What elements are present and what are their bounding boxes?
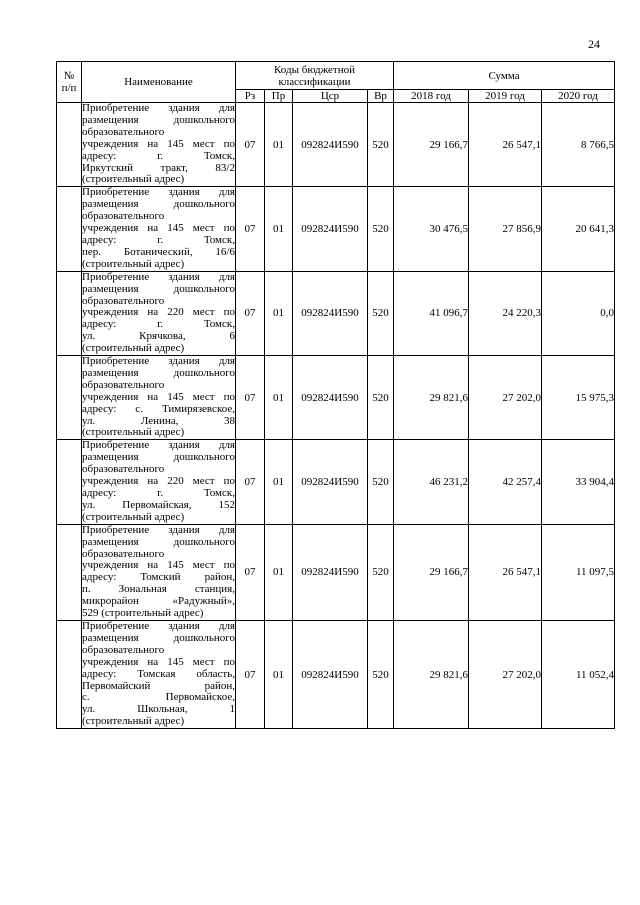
row-name-cell (82, 356, 236, 440)
name-line: Приобретение здания для (82, 270, 235, 283)
name-line: образовательного (82, 125, 165, 138)
table-row (57, 356, 615, 440)
row-pr-cell: 01 (265, 103, 293, 187)
row-rz-cell: 07 (236, 524, 265, 620)
row-2018-cell: 29 821,6 (394, 620, 469, 728)
name-line: адресу: Томская область, (82, 667, 235, 680)
row-pr-cell: 01 (265, 271, 293, 355)
row-2018-cell: 29 166,7 (394, 103, 469, 187)
row-2018-cell: 29 166,7 (394, 524, 469, 620)
row-2020-cell: 15 975,3 (542, 356, 615, 440)
name-line: учреждения на 145 мест по (82, 559, 235, 572)
header-sum: Сумма (394, 62, 615, 90)
header-2018: 2018 год (394, 90, 469, 103)
row-2019-cell: 24 220,3 (469, 271, 542, 355)
name-line: адресу: г. Томск, (82, 487, 235, 499)
name-line: образовательного (82, 547, 165, 560)
name-line: ул. Школьная, 1 (82, 703, 235, 716)
header-2019: 2019 год (469, 90, 542, 103)
name-line: учреждения на 145 мест по (82, 390, 235, 403)
name-line: адресу: г. Томск, (82, 149, 235, 162)
name-line-last: 529 (строительный адрес) (82, 607, 204, 620)
name-line-last: (строительный адрес) (82, 257, 185, 270)
row-vr-cell: 520 (368, 620, 394, 728)
table-row (57, 440, 615, 524)
name-line-last: (строительный адрес) (82, 342, 185, 355)
row-rz-cell: 07 (236, 271, 265, 355)
name-line: образовательного (82, 378, 165, 391)
name-line: ул. Ленина, 38 (82, 414, 235, 427)
row-vr-cell: 520 (368, 187, 394, 271)
row-pr-cell: 01 (265, 440, 293, 524)
row-name-cell (82, 440, 236, 524)
header-num: № п/п (57, 62, 82, 103)
row-vr-cell: 520 (368, 524, 394, 620)
name-line: образовательного (82, 294, 165, 307)
name-line: Приобретение здания для (82, 102, 235, 114)
name-line: размещения дошкольного (82, 535, 235, 548)
row-2020-cell: 0,0 (542, 271, 615, 355)
name-line: размещения дошкольного (82, 451, 235, 464)
name-line: размещения дошкольного (82, 631, 235, 644)
row-2020-cell: 8 766,5 (542, 103, 615, 187)
header-pr: Пр (265, 90, 293, 103)
row-2019-cell: 27 202,0 (469, 356, 542, 440)
row-number-cell (57, 524, 82, 620)
row-name-cell (82, 271, 236, 355)
table-row (57, 103, 615, 187)
name-line: с. Первомайское, (82, 691, 235, 704)
header-codes: Коды бюджетной классификации (236, 62, 394, 90)
name-line: учреждения на 145 мест по (82, 137, 235, 150)
name-line: Приобретение здания для (82, 355, 235, 368)
table-row (57, 271, 615, 355)
header-vr: Вр (368, 90, 394, 103)
header-rz: Рз (236, 90, 265, 103)
table-row (57, 620, 615, 728)
row-number-cell (57, 440, 82, 524)
row-number-cell (57, 187, 82, 271)
row-2018-cell: 29 821,6 (394, 356, 469, 440)
row-vr-cell: 520 (368, 103, 394, 187)
row-2019-cell: 27 856,9 (469, 187, 542, 271)
name-line-last: (строительный адрес) (82, 426, 185, 439)
row-vr-cell: 520 (368, 440, 394, 524)
name-line-last: (строительный адрес) (82, 510, 185, 523)
row-number-cell (57, 271, 82, 355)
table-row (57, 524, 615, 620)
row-csr-cell: 092824И590 (293, 524, 368, 620)
row-2018-cell: 46 231,2 (394, 440, 469, 524)
name-line: адресу: г. Томск, (82, 318, 235, 331)
row-name-cell (82, 620, 236, 728)
name-line-last: (строительный адрес) (82, 173, 185, 186)
page-number: 24 (588, 37, 600, 51)
name-line: образовательного (82, 210, 165, 223)
name-line: учреждения на 145 мест по (82, 222, 235, 235)
row-2020-cell: 11 097,5 (542, 524, 615, 620)
name-line: размещения дошкольного (82, 282, 235, 295)
row-rz-cell: 07 (236, 187, 265, 271)
row-pr-cell: 01 (265, 524, 293, 620)
name-line: размещения дошкольного (82, 366, 235, 379)
name-line: Приобретение здания для (82, 439, 235, 452)
row-name-cell (82, 524, 236, 620)
row-rz-cell: 07 (236, 103, 265, 187)
row-2020-cell: 20 641,3 (542, 187, 615, 271)
name-line: пер. Ботанический, 16/6 (82, 245, 235, 258)
table-body (57, 103, 615, 729)
name-line: Приобретение здания для (82, 186, 235, 199)
row-2019-cell: 26 547,1 (469, 524, 542, 620)
name-line: размещения дошкольного (82, 198, 235, 211)
row-2019-cell: 27 202,0 (469, 620, 542, 728)
name-line: учреждения на 220 мест по (82, 475, 235, 488)
name-line: адресу: г. Томск, (82, 233, 235, 246)
row-pr-cell: 01 (265, 620, 293, 728)
name-line: Приобретение здания для (82, 619, 235, 632)
row-2020-cell: 33 904,4 (542, 440, 615, 524)
row-csr-cell: 092824И590 (293, 271, 368, 355)
name-line: ул. Крячкова, 6 (82, 330, 235, 343)
name-line: Иркутский тракт, 83/2 (82, 161, 235, 174)
row-2018-cell: 30 476,5 (394, 187, 469, 271)
name-line: учреждения на 145 мест по (82, 655, 235, 668)
row-rz-cell: 07 (236, 620, 265, 728)
row-name-cell (82, 103, 236, 187)
table-row (57, 187, 615, 271)
header-row-top (57, 62, 615, 90)
row-vr-cell: 520 (368, 271, 394, 355)
header-csr: Цср (293, 90, 368, 103)
name-line: Первомайский район, (82, 679, 235, 692)
name-line: адресу: с. Тимирязевское, (82, 402, 235, 415)
row-rz-cell: 07 (236, 356, 265, 440)
row-csr-cell: 092824И590 (293, 440, 368, 524)
budget-table (56, 61, 615, 729)
name-line: Приобретение здания для (82, 523, 235, 536)
row-pr-cell: 01 (265, 356, 293, 440)
name-line: микрорайон «Радужный», (82, 595, 235, 608)
row-pr-cell: 01 (265, 187, 293, 271)
row-number-cell (57, 620, 82, 728)
row-2019-cell: 42 257,4 (469, 440, 542, 524)
name-line: ул. Первомайская, 152 (82, 498, 235, 511)
row-2020-cell: 11 052,4 (542, 620, 615, 728)
name-line-last: (строительный адрес) (82, 715, 185, 728)
row-name-cell (82, 187, 236, 271)
name-line: образовательного (82, 463, 165, 476)
row-number-cell (57, 356, 82, 440)
name-line: размещения дошкольного (82, 113, 235, 126)
header-name: Наименование (82, 62, 236, 103)
row-number-cell (57, 103, 82, 187)
row-2018-cell: 41 096,7 (394, 271, 469, 355)
name-line: адресу: Томский район, (82, 571, 235, 584)
name-line: п. Зональная станция, (82, 583, 235, 596)
row-csr-cell: 092824И590 (293, 187, 368, 271)
row-vr-cell: 520 (368, 356, 394, 440)
row-2019-cell: 26 547,1 (469, 103, 542, 187)
name-line: образовательного (82, 643, 165, 656)
row-csr-cell: 092824И590 (293, 356, 368, 440)
row-csr-cell: 092824И590 (293, 103, 368, 187)
name-line: учреждения на 220 мест по (82, 306, 235, 319)
row-csr-cell: 092824И590 (293, 620, 368, 728)
header-2020: 2020 год (542, 90, 615, 103)
row-rz-cell: 07 (236, 440, 265, 524)
